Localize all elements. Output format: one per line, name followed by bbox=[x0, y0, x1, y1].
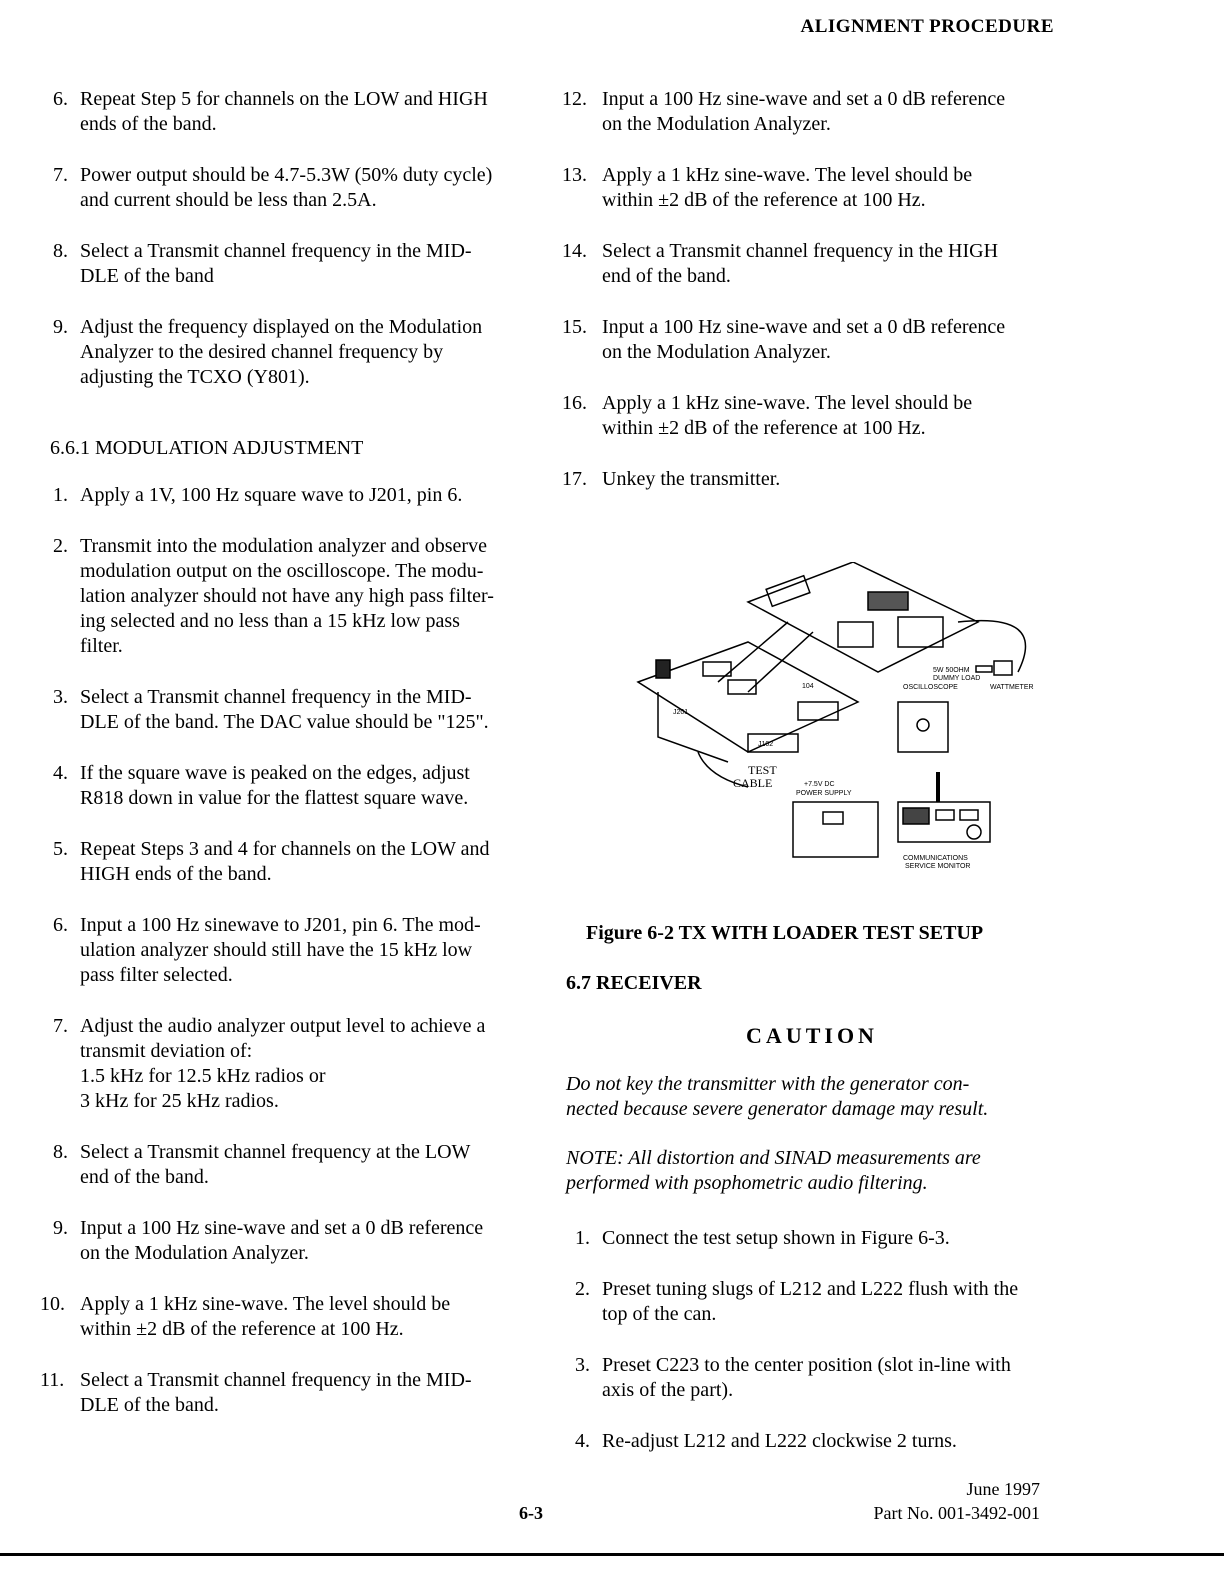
step-number: 2. bbox=[575, 1278, 590, 1300]
label-dummy-load: 5W 50OHM DUMMY LOAD bbox=[933, 667, 981, 682]
step-item bbox=[562, 87, 1062, 137]
step-item bbox=[40, 483, 550, 508]
step-number: 17. bbox=[562, 468, 587, 490]
step-text: Power output should be 4.7-5.3W (50% duty cycle) and current should be less than 2.5A. bbox=[80, 164, 493, 211]
step-item bbox=[40, 1140, 550, 1190]
step-text: Input a 100 Hz sine-wave and set a 0 dB reference on the Modulation Analyzer. bbox=[80, 1217, 484, 1264]
figure-caption: Figure 6-2 TX WITH LOADER TEST SETUP bbox=[586, 922, 984, 944]
step-item bbox=[562, 391, 1062, 441]
test-setup-figure bbox=[598, 562, 1038, 892]
right-column bbox=[562, 87, 1062, 1480]
step-item bbox=[562, 239, 1062, 289]
step-text: Apply a 1 kHz sine-wave. The level should be within ±2 dB of the reference at 100 Hz. bbox=[602, 392, 973, 439]
flex-cable bbox=[718, 622, 813, 692]
step-text: If the square wave is peaked on the edges, adjust R818 down in value for the flattest square wave. bbox=[80, 762, 470, 809]
step-item bbox=[40, 1292, 550, 1342]
oscilloscope-knob bbox=[917, 719, 929, 731]
step-text: Adjust the audio analyzer output level to achieve a transmit deviation of: 1.5 kHz for 12.5 kHz radios or 3 kHz for 25 kHz radios. bbox=[80, 1015, 486, 1112]
caution-text: Do not key the transmitter with the generator con- nected because severe generator damage may result. bbox=[566, 1073, 989, 1120]
step-number: 16. bbox=[562, 392, 587, 414]
note-text: NOTE: All distortion and SINAD measurements are performed with psophometric audio filtering. bbox=[566, 1147, 981, 1194]
step-item bbox=[562, 467, 1062, 492]
step-text: Input a 100 Hz sinewave to J201, pin 6. The mod- ulation analyzer should still have the 15 kHz low pass filter selected. bbox=[80, 914, 481, 986]
step-number: 12. bbox=[562, 88, 587, 110]
footer-part-number: Part No. 001-3492-001 bbox=[873, 1503, 1040, 1523]
step-number: 9. bbox=[53, 1217, 68, 1239]
page-number: 6-3 bbox=[519, 1503, 543, 1523]
step-number: 3. bbox=[53, 686, 68, 708]
step-item bbox=[40, 837, 550, 887]
step-text: Transmit into the modulation analyzer and observe modulation output on the oscilloscope. The modu- lation analyzer should not have any high pass filter- ing selected and no less than a 15 kHz low pass filter. bbox=[80, 535, 494, 657]
step-item bbox=[562, 1353, 1062, 1403]
step-item bbox=[40, 1216, 550, 1266]
service-monitor-key-2 bbox=[960, 810, 978, 820]
wattmeter-box bbox=[994, 661, 1012, 675]
step-item bbox=[40, 163, 550, 213]
step-number: 6. bbox=[53, 914, 68, 936]
step-number: 10. bbox=[40, 1293, 65, 1315]
right-steps-b bbox=[562, 1226, 1062, 1454]
label-power-supply: +7.5V DC POWER SUPPLY bbox=[796, 781, 852, 797]
step-text: Select a Transmit channel frequency in the MID- DLE of the band. The DAC value should be "125". bbox=[80, 686, 489, 733]
dummy-load-box bbox=[976, 666, 992, 672]
service-monitor-screen bbox=[903, 808, 929, 824]
bottom-rule bbox=[0, 1553, 1224, 1556]
step-text: Unkey the transmitter. bbox=[602, 468, 781, 490]
step-number: 5. bbox=[53, 838, 68, 860]
board-ic bbox=[838, 622, 873, 647]
step-text: Select a Transmit channel frequency in the MID- DLE of the band. bbox=[80, 1369, 472, 1416]
label-j102: J102 bbox=[758, 741, 774, 748]
step-text: Re-adjust L212 and L222 clockwise 2 turns. bbox=[602, 1430, 957, 1452]
step-item bbox=[40, 913, 550, 988]
step-number: 6. bbox=[53, 88, 68, 110]
step-text: Adjust the frequency displayed on the Modulation Analyzer to the desired channel frequency by adjusting the TCXO (Y801). bbox=[80, 316, 483, 388]
label-oscilloscope: OSCILLOSCOPE bbox=[903, 684, 958, 691]
service-monitor-key-1 bbox=[936, 810, 954, 820]
step-number: 1. bbox=[575, 1227, 590, 1249]
loader-j104 bbox=[798, 702, 838, 720]
section-title-modulation: 6.6.1 MODULATION ADJUSTMENT bbox=[50, 437, 364, 459]
step-number: 3. bbox=[575, 1354, 590, 1376]
step-number: 2. bbox=[53, 535, 68, 557]
step-number: 13. bbox=[562, 164, 587, 186]
step-number: 1. bbox=[53, 484, 68, 506]
loader-connector bbox=[656, 660, 670, 678]
section-title-receiver: 6.7 RECEIVER bbox=[566, 972, 702, 994]
step-text: Input a 100 Hz sine-wave and set a 0 dB reference on the Modulation Analyzer. bbox=[602, 316, 1006, 363]
step-item bbox=[40, 761, 550, 811]
power-supply-meter bbox=[823, 812, 843, 824]
step-text: Select a Transmit channel frequency in the MID- DLE of the band bbox=[80, 240, 472, 287]
step-text: Connect the test setup shown in Figure 6-3. bbox=[602, 1227, 950, 1249]
step-item bbox=[40, 534, 550, 659]
loader-side-edge bbox=[658, 692, 728, 762]
step-item bbox=[40, 87, 550, 137]
step-item bbox=[40, 1014, 550, 1114]
right-steps-a bbox=[562, 87, 1062, 492]
step-text: Apply a 1 kHz sine-wave. The level should be within ±2 dB of the reference at 100 Hz. bbox=[602, 164, 973, 211]
step-number: 14. bbox=[562, 240, 587, 262]
step-item bbox=[40, 315, 550, 390]
step-number: 9. bbox=[53, 316, 68, 338]
step-text: Apply a 1V, 100 Hz square wave to J201, pin 6. bbox=[80, 484, 463, 506]
footer-date: June 1997 bbox=[966, 1479, 1040, 1499]
step-text: Input a 100 Hz sine-wave and set a 0 dB reference on the Modulation Analyzer. bbox=[602, 88, 1006, 135]
step-text: Apply a 1 kHz sine-wave. The level should be within ±2 dB of the reference at 100 Hz. bbox=[80, 1293, 451, 1340]
label-j104: 104 bbox=[802, 683, 814, 690]
board-component bbox=[868, 592, 908, 610]
loader-ic-2 bbox=[728, 680, 756, 694]
service-monitor-knob bbox=[967, 825, 981, 839]
oscilloscope-box bbox=[898, 702, 948, 752]
step-item bbox=[40, 1368, 550, 1418]
step-item bbox=[562, 1226, 1062, 1251]
step-number: 7. bbox=[53, 1015, 68, 1037]
step-item bbox=[40, 685, 550, 735]
step-number: 8. bbox=[53, 240, 68, 262]
left-steps-b bbox=[40, 483, 550, 1418]
label-test-cable: TEST CABLE bbox=[733, 763, 777, 790]
step-number: 15. bbox=[562, 316, 587, 338]
step-text: Select a Transmit channel frequency at the LOW end of the band. bbox=[80, 1141, 471, 1188]
step-item bbox=[40, 239, 550, 289]
dummy-load-cable bbox=[958, 621, 1026, 672]
step-number: 4. bbox=[575, 1430, 590, 1452]
label-j201: J201 bbox=[673, 709, 689, 716]
step-number: 11. bbox=[40, 1369, 65, 1391]
step-text: Repeat Step 5 for channels on the LOW and HIGH ends of the band. bbox=[80, 88, 488, 135]
step-item bbox=[562, 1277, 1062, 1327]
step-number: 8. bbox=[53, 1141, 68, 1163]
step-text: Preset tuning slugs of L212 and L222 flush with the top of the can. bbox=[602, 1278, 1019, 1325]
step-text: Select a Transmit channel frequency in the HIGH end of the band. bbox=[602, 240, 999, 287]
label-wattmeter: WATTMETER bbox=[990, 684, 1034, 691]
running-head: ALIGNMENT PROCEDURE bbox=[800, 16, 1054, 37]
step-text: Repeat Steps 3 and 4 for channels on the LOW and HIGH ends of the band. bbox=[80, 838, 490, 885]
label-service-monitor: COMMUNICATIONS SERVICE MONITOR bbox=[903, 855, 971, 870]
step-item bbox=[562, 163, 1062, 213]
power-supply-box bbox=[793, 802, 878, 857]
step-item bbox=[562, 315, 1062, 365]
left-column bbox=[40, 87, 550, 1444]
caution-title: CAUTION bbox=[746, 1023, 878, 1048]
step-text: Preset C223 to the center position (slot in-line with axis of the part). bbox=[602, 1354, 1011, 1401]
step-number: 7. bbox=[53, 164, 68, 186]
step-number: 4. bbox=[53, 762, 68, 784]
left-steps-a bbox=[40, 87, 550, 390]
step-item bbox=[562, 1429, 1062, 1454]
